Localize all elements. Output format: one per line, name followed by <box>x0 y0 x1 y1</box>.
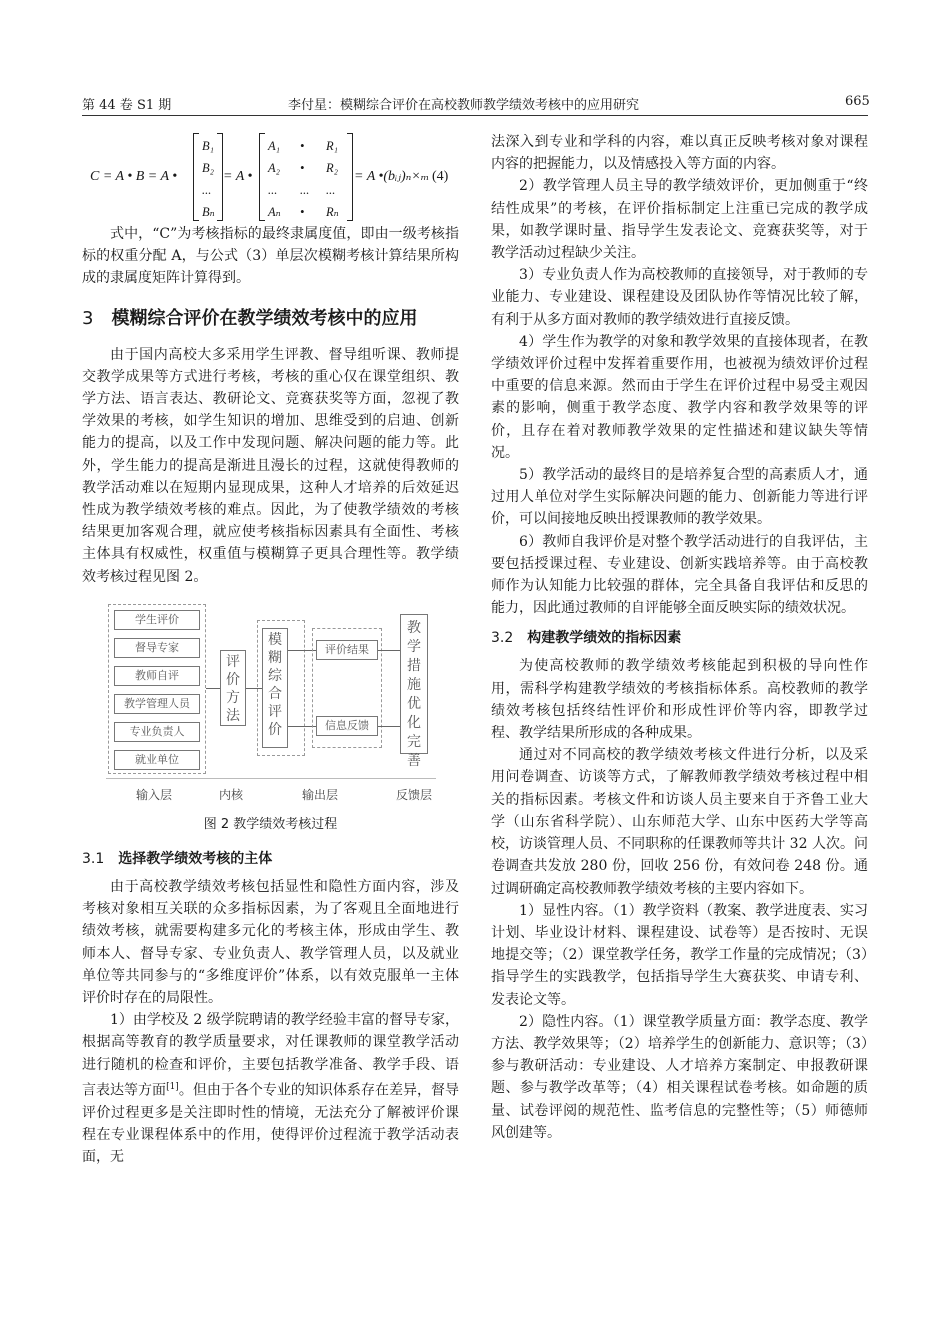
matrix-cell: • <box>300 139 305 153</box>
formula-mid: = A • <box>223 169 253 184</box>
right-column <box>491 131 868 1144</box>
subsection-title: 选择教学绩效考核的主体 <box>118 851 273 868</box>
layer-label: 反馈层 <box>396 787 433 802</box>
matrix-cell: Rₙ <box>326 205 339 219</box>
paragraph: 为使高校教师的教学绩效考核能起到积极的导向性作用，需科学构建教学绩效的考核指标体系。高校教师的教学绩效考核包括终结性评价和形成性评价等内容，即教学过程、教学结果所形成的各种成果。 <box>491 658 868 742</box>
formula-number: (4) <box>432 169 449 184</box>
matrix-b <box>193 133 223 221</box>
input-box: 督导专家 <box>114 638 200 658</box>
figure-caption: 图 2 教学绩效考核过程 <box>203 816 338 832</box>
paragraph: 2）隐性内容。（1）课堂教学质量方面：教学态度、教学方法、教学效果等；（2）培养学生的创新能力、意识等；（3）参与教研活动：专业建设、人才培养方案制定、申报教研课题、参与教学改革等；（4）相关课程试卷考核。如命题的质量、试卷评阅的规范性、监考信息的完整性等；（5）师德师风创建等。 <box>491 1013 868 1141</box>
fuzzy-box: 模糊综合评价 <box>262 628 288 748</box>
paragraph: 由于国内高校大多采用学生评教、督导组听课、教师提交教学成果等方式进行考核，考核的重心仅在课堂组织、教学方法、语言表达、教研论文、竞赛获奖等方面，忽视了教学效果的考核，如学生知识的增加、思维受到的启迪、创新能力的提高，以及工作中发现问题、解决问题的能力等。此外，学生能力的提高是渐进且漫长的过程，这就使得教师的教学活动难以在短期内显现成果，这种人才培养的后效延迟性成为教学绩效考核的难点。因此，为了使教学绩效的考核结果更加客观合理，就应使考核指标因素具有全面性、考核主体具有权威性，权重值与模糊算子更具合理性等。教学绩效考核过程见图 2。 <box>82 346 459 585</box>
connector <box>378 650 400 651</box>
input-box: 专业负责人 <box>114 722 200 742</box>
matrix-cell: Bₙ <box>202 205 215 219</box>
matrix-cell: A₁ <box>268 139 280 153</box>
paragraph-text: 1）由学校及 2 级学院聘请的教学经验丰富的督导专家，根据高等教育的教学质量要求，对任课教师的课堂教学活动进行随机的检查和评价，主要包括教学准备、教学手段、语言表达等方面 <box>82 1012 459 1099</box>
paragraph-text: 。但由于各个专业的知识体系存在差异，督导评价过程更多是关注即时性的情境，无法充分了解被评价课程在专业课程体系中的作用，使得评价过程流于教学活动表面，无 <box>82 1082 460 1166</box>
formula-lhs: C = A • B = A • <box>90 169 178 184</box>
output-box: 信息反馈 <box>316 716 378 736</box>
matrix-cell: B₂ <box>202 161 214 175</box>
method-box: 评价方法 <box>220 650 246 726</box>
paragraph: 通过对不同高校的教学绩效考核文件进行分析，以及采用问卷调查、访谈等方式，了解教师教学绩效考核过程中相关的指标因素。考核文件和访谈人员主要来自于齐鲁工业大学（山东省科学院）、山东师范大学、山东中医药大学等高校，访谈管理人员、不同职称的任课教师等共计 32 人次。问卷调查共发放 280 份，回收 256 份，有效问卷 248 份。通过调研确定高校教师教学绩效考核的主要内容如下。 <box>491 747 868 897</box>
subsection-number: 3.1 <box>82 851 105 868</box>
paragraph <box>82 1009 459 1168</box>
left-column <box>82 131 459 1168</box>
running-title: 李付星：模糊综合评价在高校教师教学绩效考核中的应用研究 <box>288 98 640 113</box>
matrix-cell: A₂ <box>268 161 280 175</box>
input-box: 教学管理人员 <box>114 694 200 714</box>
paragraph: 4）学生作为教学的对象和教学效果的直接体现者，在教学绩效评价过程中发挥着重要作用，也被视为绩效评价过程中重要的信息来源。然而由于学生在评价过程中易受主观因素的影响，侧重于教学态度、教学内容和教学效果等的评价，且存在着对教师教学效果的定性描述和建议缺失等情况。 <box>491 333 868 461</box>
input-box: 就业单位 <box>114 750 200 770</box>
connector <box>378 726 400 727</box>
journal-volume: 第 44 卷 S1 期 <box>82 98 172 113</box>
paragraph: 1）显性内容。（1）教学资料（教案、教学进度表、实习计划、毕业设计材料、课程建设、试卷等）是否按时、无误地提交等；（2）课堂教学任务，教学工作量的完成情况；（3）指导学生的实践教学，包括指导学生大赛获奖、申请专利、发表论文等。 <box>491 902 868 1008</box>
connector <box>206 688 220 689</box>
feedback-box: 教学措施优化完善 <box>400 614 428 754</box>
page-number: 665 <box>845 94 870 109</box>
output-box: 评价结果 <box>316 640 378 660</box>
paragraph: 6）教师自我评价是对整个教学活动进行的自我评估，主要包括授课过程、专业建设、创新实践培养等。由于高校教师作为认知能力比较强的群体，完全具备自我评估和反思的能力，因此通过教师的自评能够全面反映实际的绩效状况。 <box>491 533 868 617</box>
section-number: 3 <box>82 307 94 329</box>
matrix-cell: ... <box>300 183 310 197</box>
layer-divider <box>106 778 436 779</box>
formula-4 <box>82 131 459 223</box>
section-title: 模糊综合评价在教学绩效考核中的应用 <box>111 307 418 329</box>
input-box: 教师自评 <box>114 666 200 686</box>
subsection-title: 构建教学绩效的指标因素 <box>527 630 682 647</box>
layer-label: 输入层 <box>136 787 173 802</box>
figure-2 <box>82 598 460 810</box>
matrix-cell: • <box>300 205 305 219</box>
subsection-number: 3.2 <box>491 630 514 647</box>
matrix-cell: R₂ <box>326 161 338 175</box>
paragraph: 法深入到专业和学科的内容，难以真正反映考核对象对课程内容的把握能力，以及情感投入等方面的内容。 <box>491 134 868 173</box>
subsection-3-1-heading <box>82 848 459 870</box>
matrix-cell: B₁ <box>202 139 214 153</box>
paragraph: 2）教学管理人员主导的教学绩效评价，更加侧重于“终结性成果”的考核，在评价指标制定上注重已完成的教学成果，如教学课时量、指导学生发表论文、竞赛获奖等，对于教学活动过程缺少关注。 <box>491 178 868 262</box>
paragraph: 3）专业负责人作为高校教师的直接领导，对于教师的专业能力、专业建设、课程建设及团队协作等情况比较了解，有利于从多方面对教师的教学绩效进行直接反馈。 <box>491 267 868 328</box>
matrix-cell: ... <box>326 183 336 197</box>
input-box: 学生评价 <box>114 610 200 630</box>
matrix-cell: Aₙ <box>268 205 281 219</box>
paragraph: 5）教学活动的最终目的是培养复合型的高素质人才，通过用人单位对学生实际解决问题的能力、创新能力等进行评价，可以间接地反映出授课教师的教学效果。 <box>491 467 868 528</box>
matrix-cell: ... <box>268 183 278 197</box>
formula-note: 式中，“C”为考核指标的最终隶属度值，即由一级考核指标的权重分配 A，与公式（3）单层次模糊考核计算结果所构成的隶属度矩阵计算得到。 <box>82 226 459 287</box>
matrix-cell: • <box>300 161 305 175</box>
paragraph: 由于高校教学绩效考核包括显性和隐性方面内容，涉及考核对象相互关联的众多指标因素，为了客观且全面地进行绩效考核，就需要构建多元化的考核主体，形成由学生、教师本人、督导专家、专业负责人、教学管理人员，以及就业单位等共同参与的“多维度评价”体系，以有效克服单一主体评价时存在的局限性。 <box>82 879 459 1007</box>
section-3-heading <box>82 306 459 332</box>
matrix-cell: R₁ <box>326 139 338 153</box>
layer-label: 输出层 <box>302 787 339 802</box>
header-rule <box>82 115 868 116</box>
layer-label: 内核 <box>219 787 244 802</box>
citation-ref[interactable]: [1] <box>166 1081 179 1092</box>
formula-rhs: = A •(bᵢⱼ)ₙ×ₘ <box>354 169 430 184</box>
matrix-ar <box>259 133 353 221</box>
subsection-3-2-heading <box>491 627 868 649</box>
matrix-cell: ... <box>202 183 212 197</box>
